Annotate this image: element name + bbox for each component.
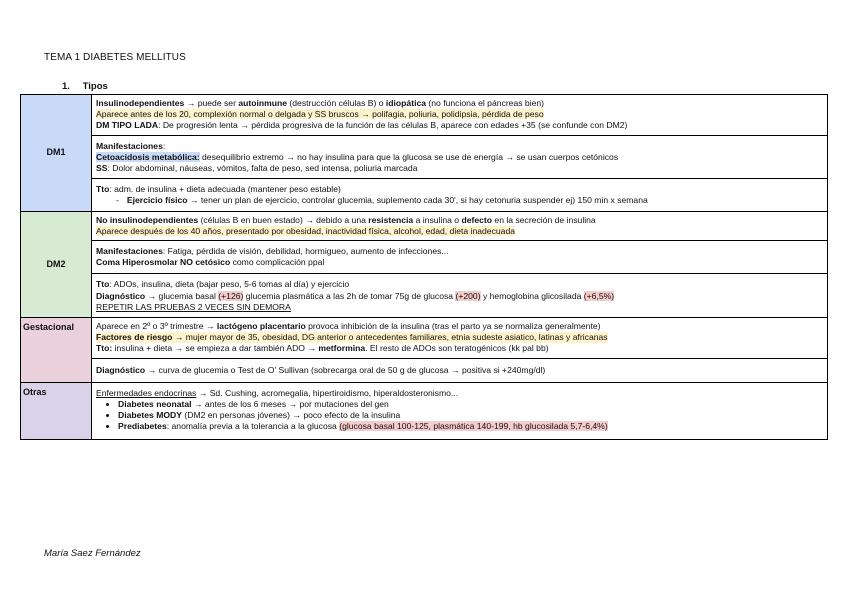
dm2-manifestations-cell: Manifestaciones: Fatiga, pérdida de visión, debilidad, hormigueo, aumento de infecciones... Coma Hiperosmolar NO cetósico como complicación ppal <box>92 241 828 274</box>
category-otras: Otras <box>21 382 92 439</box>
section-title: Tipos <box>82 81 108 92</box>
list-item: • Prediabetes: anomalía previa a la tolerancia a la glucosa (glucosa basal 100-125, plasmática 140-199, hb glucosilada 5,7-6,4%) <box>118 421 823 432</box>
table-row <box>21 382 828 439</box>
dm1-definition-cell: Insulinodependientes → puede ser autoinmune (destrucción células B) o idiopática (no funciona el páncreas bien) Aparece antes de los 20, complexión normal o delgada y SS bruscos → polifagia, poliuria, polidipsia, pérdida de peso DM TIPO LADA: De progresión lenta → pérdida progresiva de la función de las células B, aparece con edades +35 (se confunde con DM2) <box>92 95 828 136</box>
dm2-treatment-cell: Tto: ADOs, insulina, dieta (bajar peso, 5-6 tomas al día) y ejercicio Diagnóstico → glucemia basal (+126) glucemia plasmática a las 2h de tomar 75g de glucosa (+200) y hemoglobina glicosilada (+6,5%) REPETIR LAS PRUEBAS 2 VECES SIN DEMORA <box>92 274 828 318</box>
section-number: 1. <box>62 81 70 92</box>
section-heading <box>62 81 108 92</box>
table-row <box>21 274 828 318</box>
category-gestacional: Gestacional <box>21 318 92 383</box>
gestational-diagnosis-cell: Diagnóstico → curva de glucemia o Test de O' Sullivan (sobrecarga oral de 50 g de glucosa → positiva si +240mg/dl) <box>92 358 828 382</box>
dm1-treatment-cell: Tto: adm. de insulina + dieta adecuada (mantener peso estable) - Ejercicio físico → tener un plan de ejercicio, controlar glucemia, suplemento cada 30', si hay cetonuria suspender ej) 150 min x semana <box>92 179 828 211</box>
table-row <box>21 211 828 240</box>
other-types-cell: Enfermedades endocrinas → Sd. Cushing, acromegalia, hipertiroidismo, hiperaldosteronismo... • Diabetes neonatal → antes de los 6 meses → por mutaciones del gen • Diabetes MODY (DM2 en personas jóvenes) → poco efecto de la insulina • Prediabetes: anomalía previa a la tolerancia a la glucosa (glucosa basal 100-125, plasmática 140-199, hb glucosilada 5,7-6,4%) <box>92 382 828 439</box>
category-dm1: DM1 <box>21 95 92 212</box>
document-title: TEMA 1 DIABETES MELLITUS <box>44 52 186 63</box>
table-row <box>21 95 828 136</box>
gestational-definition-cell: Aparece en 2º o 3º trimestre → lactógeno placentario provoca inhibición de la insulina (tras el parto ya se normaliza generalmente) Factores de riesgo → mujer mayor de 35, obesidad, DG anterior o antecedentes familiares, etnia sudeste asiatico, latinas y africanas Tto: insulina + dieta → se empieza a dar también ADO → metformina. El resto de ADOs son teratogénicos (kk pal bb) <box>92 318 828 359</box>
diabetes-types-table <box>20 94 828 440</box>
table-row <box>21 318 828 359</box>
author-name: María Saez Fernández <box>44 548 141 559</box>
category-dm2: DM2 <box>21 211 92 317</box>
dm1-manifestations-cell: Manifestaciones: Cetoacidosis metabólica: desequilibrio extremo → no hay insulina para que la glucosa se use de energía → se usan cuerpos cetónicos SS: Dolor abdominal, náuseas, vómitos, falta de peso, sed intensa, poliuria marcada <box>92 135 828 179</box>
list-item: • Diabetes MODY (DM2 en personas jóvenes) → poco efecto de la insulina <box>118 410 823 421</box>
table-row <box>21 358 828 382</box>
table-row <box>21 179 828 211</box>
dm2-definition-cell: No insulinodependientes (células B en buen estado) → debido a una resistencia a insulina o defecto en la secreción de insulina Aparece después de los 40 años, presentado por obesidad, inactividad física, alcohol, edad, dieta inadecuada <box>92 211 828 240</box>
list-item: • Diabetes neonatal → antes de los 6 meses → por mutaciones del gen <box>118 399 823 410</box>
table-row <box>21 241 828 274</box>
table-row <box>21 135 828 179</box>
